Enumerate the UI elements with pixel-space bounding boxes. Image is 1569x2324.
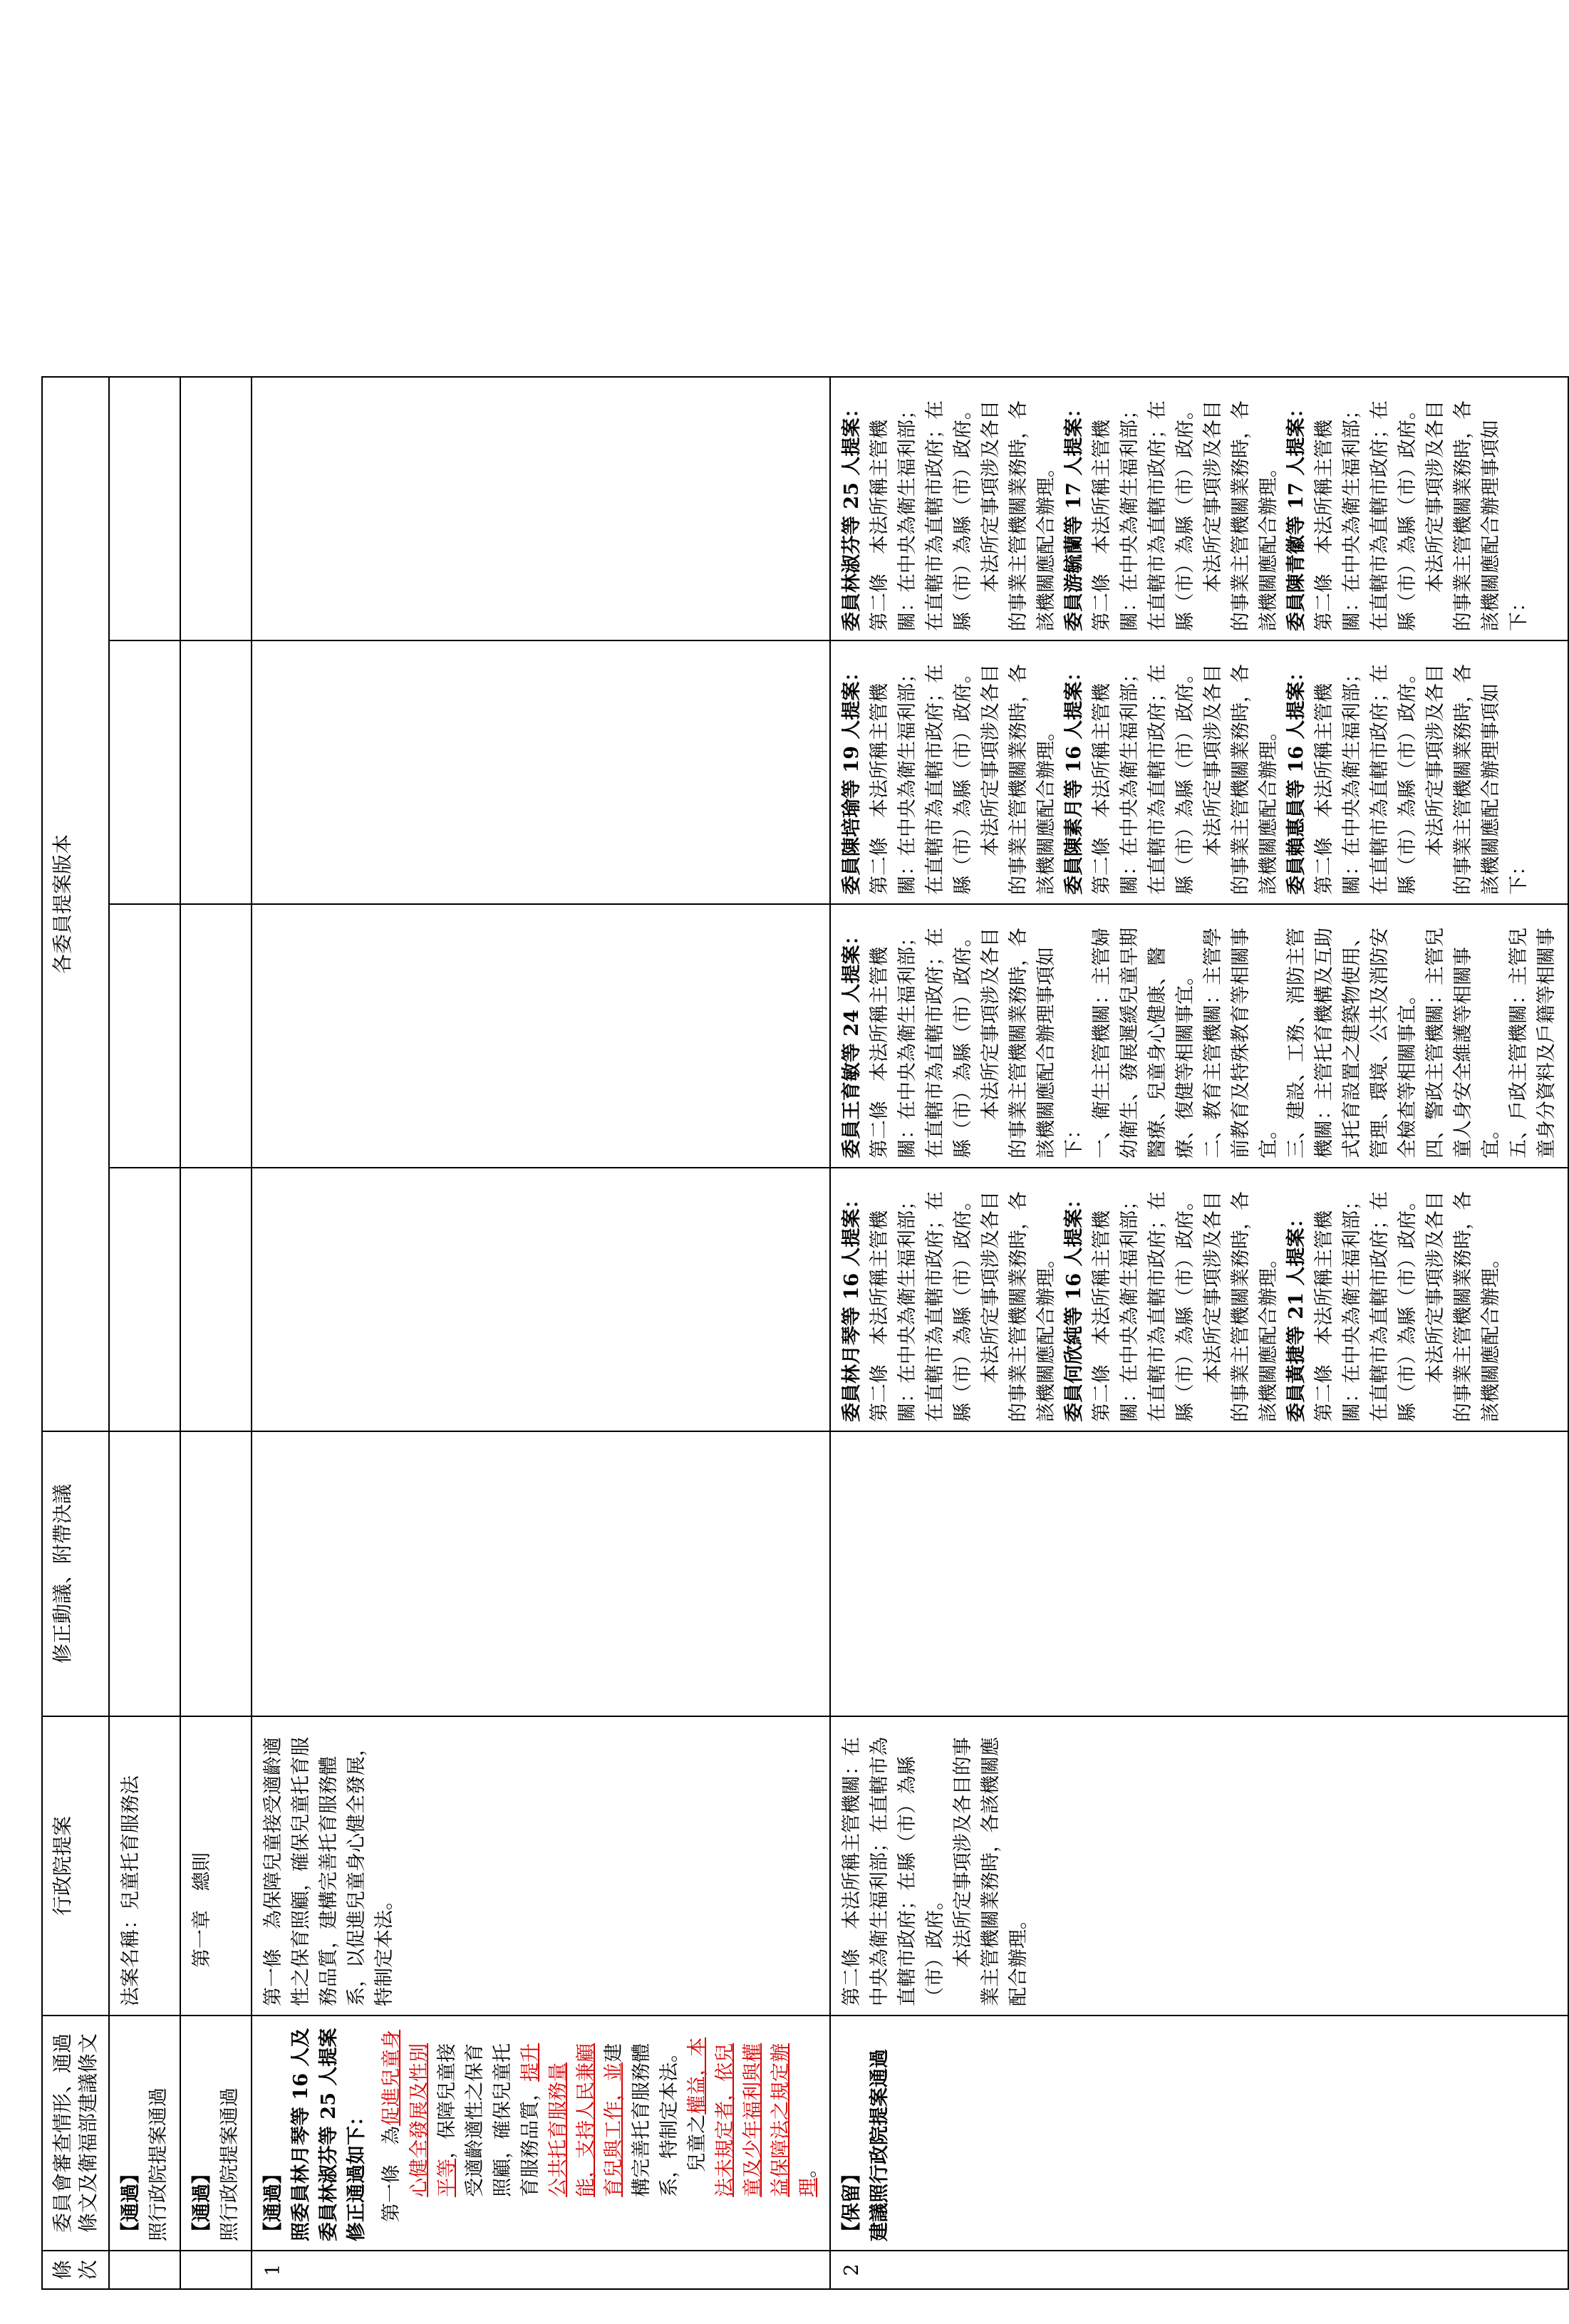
- proposal-paragraph: 本法所定事項涉及各目的事業主管機關業務時，各該機關應配合辦理。: [1202, 400, 1280, 631]
- proposal-head: 委員陳培瑜等 19 人提案：: [841, 662, 863, 895]
- review-cell: [252, 2016, 830, 2251]
- status-description: 照行政院提案通過: [147, 2087, 170, 2241]
- proposal-head: 委員游毓蘭等 17 人提案：: [1063, 398, 1085, 631]
- status-description: 照行政院提案通過: [219, 2087, 241, 2241]
- exec-article-text: 第一條 為保障兒童接受適齡適性之保育照顧，確保兒童托育服務品質，建構完善托育服務體系，以促進兒童身心健全發展，特制定本法。: [262, 1736, 395, 2006]
- proposal-text: 第二條 本法所稱主管機關：在中央為衛生福利部；在直轄市為直轄市政府；在縣（市）為縣（市）政府。: [869, 663, 974, 895]
- status-label: 【通過】: [191, 2164, 213, 2241]
- proposal-item: 一、衛生主管機關：主管婦幼衛生、發展遲緩兒童早期醫療、兒童身心健康、醫療、復健等相關事宜。: [1091, 927, 1196, 1158]
- proposal-text: 第二條 本法所稱主管機關：在中央為衛生福利部；在直轄市為直轄市政府；在縣（市）為縣（市）政府。: [1313, 663, 1419, 895]
- article-number: 1: [252, 2251, 830, 2289]
- comparison-table: [41, 376, 1569, 2290]
- proposal-head: 委員林淑芬等 25 人提案：: [841, 398, 863, 631]
- header-amendment-motions: 修正動議、附帶決議: [42, 1431, 109, 1716]
- amended-text: 權益，本法未規定者，依兒童及少年福利與權益保障法之規定辦理: [686, 2037, 819, 2197]
- review-cell: [109, 2016, 180, 2251]
- proposal-paragraph: 本法所定事項涉及各目的事業主管機關業務時，各該機關應配合辦理。: [980, 400, 1057, 631]
- review-cell: [830, 2016, 1568, 2251]
- exec-cell: [252, 1716, 830, 2016]
- header-executive-proposal: 行政院提案: [42, 1716, 109, 2016]
- member-proposals-col-2: [830, 904, 1568, 1168]
- exec-article-paragraph: 本法所定事項涉及各目的事業主管機關業務時，各該機關應配合辦理。: [952, 1736, 1030, 2006]
- proposal-head: 委員陳青徽等 17 人提案：: [1285, 398, 1308, 631]
- proposal-item: 五、戶政主管機關：主管兒童身分資料及戶籍等相關事: [1508, 927, 1558, 1158]
- proposal-paragraph: 本法所定事項涉及各目的事業主管機關業務時，各該機關應配合辦理。: [1202, 1190, 1280, 1422]
- exec-cell: [180, 1716, 252, 2016]
- status-label: 【保留】: [841, 2164, 863, 2241]
- proposal-text: 第二條 本法所稱主管機關：在中央為衛生福利部；在直轄市為直轄市政府；在縣（市）為縣（市）政府。: [1091, 1190, 1196, 1422]
- exec-cell: [109, 1716, 180, 2016]
- passed-article-text: 第一條 為促進兒童身心健全發展及性別平等，保障兒童接受適齡適性之保育照顧，確保兒童托育服務品質，提升公共托育服務量能，支持人民兼顧育兒與工作，並建構完善托育服務體系，特制定本法。: [380, 2029, 680, 2222]
- header-article-no: 條次: [42, 2251, 109, 2289]
- proposal-head: 委員陳素月等 16 人提案：: [1063, 662, 1085, 895]
- member-proposals-col-1: [830, 1168, 1568, 1431]
- review-cell: [180, 2016, 252, 2251]
- header-row: [42, 377, 109, 2289]
- header-review-status: 委員會審查情形、通過條文及衛福部建議條文: [42, 2016, 109, 2251]
- proposal-head: 委員王育敏等 24 人提案：: [841, 925, 863, 1158]
- proposal-paragraph: 本法所定事項涉及各目的事業主管機關業務時，各該機關應配合辦理事項如下：: [1424, 663, 1530, 895]
- proposal-paragraph: 本法所定事項涉及各目的事業主管機關業務時，各該機關應配合辦理事項如下：: [1424, 400, 1530, 631]
- proposal-text: 第二條 本法所稱主管機關：在中央為衛生福利部；在直轄市為直轄市政府；在縣（市）為縣（市）政府。: [1313, 400, 1419, 631]
- proposal-head: 委員黃捷等 21 人提案：: [1285, 1208, 1308, 1422]
- table-row-bill-title: [109, 377, 180, 2289]
- header-member-proposals: 各委員提案版本: [42, 377, 109, 1431]
- chapter-title: 第一章 總則: [191, 1852, 213, 1968]
- proposal-head: 委員林月琴等 16 人提案：: [841, 1189, 863, 1422]
- proposal-item: 三、建設、工務、消防主管機關：主管托育機構及互助式托育設置之建築物使用、管理、環境、公共及消防安全檢查等相關事宜。: [1285, 927, 1419, 1158]
- proposal-head: 委員何欣純等 16 人提案：: [1063, 1189, 1085, 1422]
- table-row-article-1: [252, 377, 830, 2289]
- status-label: 【通過】: [120, 2164, 142, 2241]
- amended-text: 促進兒童身心健全發展及性別平等: [380, 2029, 458, 2197]
- proposal-text: 第二條 本法所稱主管機關：在中央為衛生福利部；在直轄市為直轄市政府；在縣（市）為縣（市）政府。: [1091, 400, 1196, 631]
- proposal-paragraph: 本法所定事項涉及各目的事業主管機關業務時，各該機關應配合辦理。: [1424, 1190, 1502, 1422]
- exec-article-text: 第二條 本法所稱主管機關：在中央為衛生福利部；在直轄市為直轄市政府；在縣（市）為縣（市）政府。: [841, 1736, 946, 2006]
- status-description: 照委員林月琴等 16 人及委員林淑芬等 25 人提案修正通過如下：: [290, 2028, 368, 2241]
- proposal-paragraph: 本法所定事項涉及各目的事業主管機關業務時，各該機關應配合辦理。: [980, 1190, 1057, 1422]
- status-label: 【通過】: [262, 2164, 284, 2241]
- proposal-item: 二、教育主管機關：主管學前教育及特殊教育等相關事宜。: [1202, 927, 1280, 1158]
- proposal-text: 第二條 本法所稱主管機關：在中央為衛生福利部；在直轄市為直轄市政府；在縣（市）為縣（市）政府。: [869, 927, 974, 1158]
- member-proposals-col-4: [830, 377, 1568, 640]
- status-description: 建議照行政院提案通過: [869, 2048, 891, 2241]
- proposal-head: 委員賴惠員等 16 人提案：: [1285, 662, 1308, 895]
- bill-name: 法案名稱：兒童托育服務法: [120, 1775, 142, 2006]
- proposal-item: 四、警政主管機關：主管兒童人身安全維護等相關事宜。: [1424, 927, 1502, 1158]
- proposal-text: 第二條 本法所稱主管機關：在中央為衛生福利部；在直轄市為直轄市政府；在縣（市）為縣（市）政府。: [1091, 663, 1196, 895]
- member-proposals-col-3: [830, 640, 1568, 904]
- proposal-paragraph: 本法所定事項涉及各目的事業主管機關業務時，各該機關應配合辦理。: [1202, 663, 1280, 895]
- proposal-paragraph: 本法所定事項涉及各目的事業主管機關業務時，各該機關應配合辦理。: [980, 663, 1057, 895]
- proposal-text: 第二條 本法所稱主管機關：在中央為衛生福利部；在直轄市為直轄市政府；在縣（市）為縣（市）政府。: [869, 1190, 974, 1422]
- article-number: 2: [830, 2251, 1568, 2289]
- proposal-text: 第二條 本法所稱主管機關：在中央為衛生福利部；在直轄市為直轄市政府；在縣（市）為縣（市）政府。: [869, 400, 974, 631]
- proposal-text: 第二條 本法所稱主管機關：在中央為衛生福利部；在直轄市為直轄市政府；在縣（市）為縣（市）政府。: [1313, 1190, 1419, 1422]
- amended-text: 提升公共托育服務量能，支持人民兼顧育兒與工作，並: [519, 2043, 625, 2197]
- passed-article-paragraph-2: 兒童之權益，本法未規定者，依兒童及少年福利與權益保障法之規定辦理。: [686, 2037, 819, 2197]
- proposal-paragraph: 本法所定事項涉及各目的事業主管機關業務時，各該機關應配合辦理事項如下：: [980, 927, 1085, 1158]
- exec-cell: [830, 1716, 1568, 2016]
- table-row-article-2: [830, 377, 1568, 2289]
- table-row-chapter: [180, 377, 252, 2289]
